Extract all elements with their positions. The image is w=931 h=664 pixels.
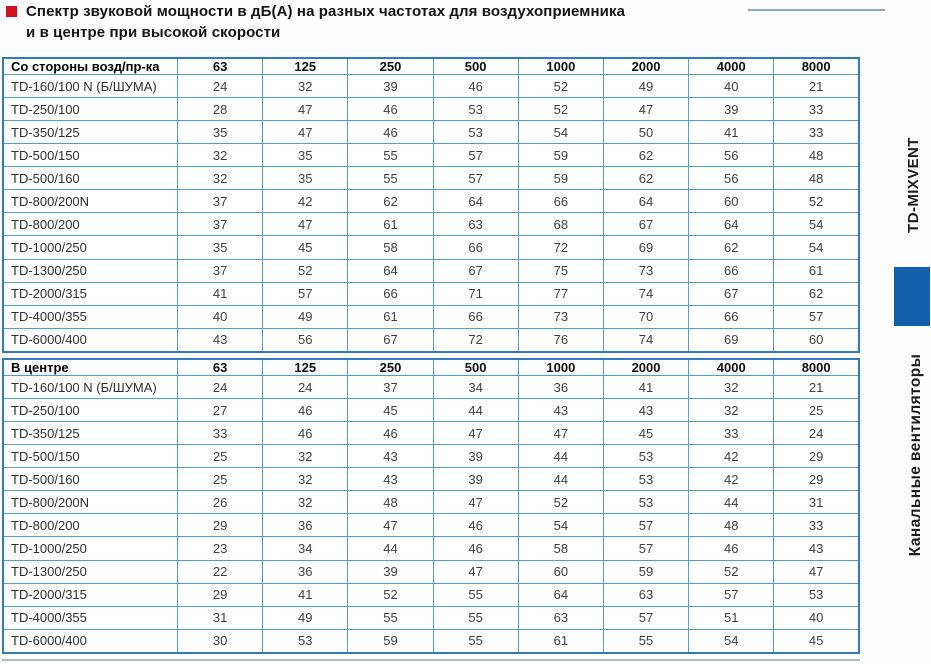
- value-cell: 50: [603, 121, 688, 144]
- value-cell: 63: [518, 606, 603, 629]
- value-cell: 53: [603, 445, 688, 468]
- table-row: [3, 376, 859, 399]
- value-cell: 57: [603, 514, 688, 537]
- value-cell: 35: [178, 121, 263, 144]
- table-row: [3, 629, 859, 653]
- value-cell: 21: [774, 376, 859, 399]
- value-cell: 47: [348, 514, 433, 537]
- value-cell: 39: [348, 75, 433, 98]
- value-cell: 41: [178, 282, 263, 305]
- value-cell: 54: [689, 629, 774, 653]
- value-cell: 54: [518, 121, 603, 144]
- value-cell: 47: [433, 422, 518, 445]
- value-cell: 46: [263, 399, 348, 422]
- value-cell: 71: [433, 282, 518, 305]
- value-cell: 35: [263, 144, 348, 167]
- value-cell: 29: [774, 445, 859, 468]
- table-row: [3, 399, 859, 422]
- value-cell: 24: [178, 75, 263, 98]
- value-cell: 31: [774, 491, 859, 514]
- value-cell: 44: [518, 468, 603, 491]
- row-header-cell: Со стороны возд/пр-ка: [3, 58, 178, 75]
- value-cell: 72: [433, 328, 518, 352]
- table-row: [3, 560, 859, 583]
- frequency-header-cell: 500: [433, 359, 518, 376]
- value-cell: 47: [263, 121, 348, 144]
- value-cell: 41: [603, 376, 688, 399]
- value-cell: 32: [263, 75, 348, 98]
- value-cell: 25: [774, 399, 859, 422]
- value-cell: 47: [433, 491, 518, 514]
- table-row: [3, 259, 859, 282]
- value-cell: 47: [603, 98, 688, 121]
- value-cell: 67: [689, 282, 774, 305]
- value-cell: 59: [518, 144, 603, 167]
- value-cell: 48: [774, 144, 859, 167]
- model-cell: TD-160/100 N (Б/ШУМА): [3, 376, 178, 399]
- value-cell: 53: [433, 121, 518, 144]
- table-row: [3, 190, 859, 213]
- value-cell: 62: [348, 190, 433, 213]
- model-cell: TD-1000/250: [3, 537, 178, 560]
- value-cell: 61: [518, 629, 603, 653]
- model-cell: TD-800/200N: [3, 190, 178, 213]
- value-cell: 32: [689, 376, 774, 399]
- value-cell: 49: [263, 305, 348, 328]
- value-cell: 67: [433, 259, 518, 282]
- value-cell: 49: [263, 606, 348, 629]
- value-cell: 61: [348, 305, 433, 328]
- value-cell: 32: [178, 144, 263, 167]
- value-cell: 64: [689, 213, 774, 236]
- value-cell: 32: [689, 399, 774, 422]
- frequency-header-cell: 250: [348, 58, 433, 75]
- value-cell: 72: [518, 236, 603, 259]
- value-cell: 52: [689, 560, 774, 583]
- table-row: [3, 167, 859, 190]
- page-title-line2: и в центре при высокой скорости: [26, 24, 281, 41]
- value-cell: 64: [603, 190, 688, 213]
- value-cell: 60: [689, 190, 774, 213]
- value-cell: 74: [603, 328, 688, 352]
- value-cell: 24: [263, 376, 348, 399]
- value-cell: 66: [689, 305, 774, 328]
- value-cell: 70: [603, 305, 688, 328]
- value-cell: 57: [603, 537, 688, 560]
- model-cell: TD-800/200: [3, 514, 178, 537]
- table-row: [3, 328, 859, 352]
- value-cell: 28: [178, 98, 263, 121]
- value-cell: 69: [603, 236, 688, 259]
- sidebar-category-label: Канальные вентиляторы: [907, 353, 924, 557]
- model-cell: TD-1000/250: [3, 236, 178, 259]
- value-cell: 55: [348, 606, 433, 629]
- table-row: [3, 491, 859, 514]
- value-cell: 32: [263, 468, 348, 491]
- value-cell: 47: [774, 560, 859, 583]
- value-cell: 74: [603, 282, 688, 305]
- frequency-header-cell: 2000: [603, 58, 688, 75]
- value-cell: 66: [348, 282, 433, 305]
- value-cell: 34: [263, 537, 348, 560]
- frequency-header-cell: 4000: [689, 359, 774, 376]
- value-cell: 34: [433, 376, 518, 399]
- value-cell: 43: [178, 328, 263, 352]
- value-cell: 29: [774, 468, 859, 491]
- value-cell: 53: [263, 629, 348, 653]
- value-cell: 46: [348, 422, 433, 445]
- value-cell: 37: [348, 376, 433, 399]
- value-cell: 46: [433, 537, 518, 560]
- value-cell: 45: [263, 236, 348, 259]
- value-cell: 60: [518, 560, 603, 583]
- value-cell: 29: [178, 514, 263, 537]
- value-cell: 75: [518, 259, 603, 282]
- value-cell: 43: [774, 537, 859, 560]
- value-cell: 57: [603, 606, 688, 629]
- table-row: [3, 282, 859, 305]
- value-cell: 54: [774, 213, 859, 236]
- value-cell: 58: [348, 236, 433, 259]
- table-row: [3, 514, 859, 537]
- spectrum-table-intake-wrap: [2, 57, 860, 353]
- value-cell: 73: [603, 259, 688, 282]
- value-cell: 57: [433, 144, 518, 167]
- value-cell: 41: [689, 121, 774, 144]
- value-cell: 59: [348, 629, 433, 653]
- value-cell: 61: [774, 259, 859, 282]
- table-row: [3, 422, 859, 445]
- spectrum-table-center-wrap: [2, 358, 860, 654]
- value-cell: 76: [518, 328, 603, 352]
- value-cell: 43: [348, 468, 433, 491]
- value-cell: 24: [774, 422, 859, 445]
- value-cell: 45: [348, 399, 433, 422]
- spectrum-table: [2, 358, 860, 654]
- frequency-header-cell: 8000: [774, 359, 859, 376]
- frequency-header-cell: 4000: [689, 58, 774, 75]
- value-cell: 53: [433, 98, 518, 121]
- value-cell: 49: [603, 75, 688, 98]
- value-cell: 62: [689, 236, 774, 259]
- model-cell: TD-500/160: [3, 167, 178, 190]
- model-cell: TD-250/100: [3, 98, 178, 121]
- model-cell: TD-6000/400: [3, 629, 178, 653]
- model-cell: TD-800/200: [3, 213, 178, 236]
- value-cell: 53: [774, 583, 859, 606]
- value-cell: 23: [178, 537, 263, 560]
- model-cell: TD-2000/315: [3, 583, 178, 606]
- value-cell: 25: [178, 445, 263, 468]
- table-row: [3, 445, 859, 468]
- title-bullet-icon: [6, 6, 17, 17]
- value-cell: 66: [433, 305, 518, 328]
- row-header-cell: В центре: [3, 359, 178, 376]
- value-cell: 53: [603, 491, 688, 514]
- model-cell: TD-1300/250: [3, 560, 178, 583]
- value-cell: 40: [689, 75, 774, 98]
- model-cell: TD-500/150: [3, 144, 178, 167]
- model-cell: TD-800/200N: [3, 491, 178, 514]
- table-header-row: [3, 58, 859, 75]
- value-cell: 43: [603, 399, 688, 422]
- frequency-header-cell: 8000: [774, 58, 859, 75]
- value-cell: 36: [263, 560, 348, 583]
- model-cell: TD-350/125: [3, 422, 178, 445]
- value-cell: 43: [348, 445, 433, 468]
- value-cell: 31: [178, 606, 263, 629]
- page-title: [26, 1, 625, 43]
- value-cell: 67: [348, 328, 433, 352]
- value-cell: 55: [348, 144, 433, 167]
- value-cell: 47: [433, 560, 518, 583]
- value-cell: 30: [178, 629, 263, 653]
- value-cell: 33: [689, 422, 774, 445]
- model-cell: TD-2000/315: [3, 282, 178, 305]
- value-cell: 39: [348, 560, 433, 583]
- value-cell: 62: [603, 167, 688, 190]
- value-cell: 29: [178, 583, 263, 606]
- value-cell: 57: [774, 305, 859, 328]
- value-cell: 44: [433, 399, 518, 422]
- frequency-header-cell: 250: [348, 359, 433, 376]
- page-title-line1: Спектр звуковой мощности в дБ(А) на разных частотах для воздухоприемника: [26, 3, 626, 20]
- value-cell: 58: [518, 537, 603, 560]
- table-row: [3, 305, 859, 328]
- table-row: [3, 213, 859, 236]
- model-cell: TD-160/100 N (Б/ШУМА): [3, 75, 178, 98]
- table-row: [3, 98, 859, 121]
- value-cell: 35: [178, 236, 263, 259]
- sidebar-series-label: TD-MIXVENT: [905, 137, 922, 233]
- value-cell: 68: [518, 213, 603, 236]
- value-cell: 37: [178, 213, 263, 236]
- value-cell: 59: [603, 560, 688, 583]
- value-cell: 59: [518, 167, 603, 190]
- value-cell: 33: [774, 514, 859, 537]
- model-cell: TD-1300/250: [3, 259, 178, 282]
- value-cell: 73: [518, 305, 603, 328]
- table-row: [3, 121, 859, 144]
- table-row: [3, 75, 859, 98]
- value-cell: 52: [348, 583, 433, 606]
- value-cell: 25: [178, 468, 263, 491]
- value-cell: 47: [263, 98, 348, 121]
- value-cell: 53: [603, 468, 688, 491]
- frequency-header-cell: 63: [178, 58, 263, 75]
- value-cell: 32: [263, 491, 348, 514]
- table-row: [3, 468, 859, 491]
- value-cell: 56: [689, 144, 774, 167]
- value-cell: 42: [689, 445, 774, 468]
- value-cell: 24: [178, 376, 263, 399]
- model-cell: TD-4000/355: [3, 606, 178, 629]
- value-cell: 48: [348, 491, 433, 514]
- value-cell: 52: [518, 98, 603, 121]
- value-cell: 46: [348, 121, 433, 144]
- value-cell: 44: [348, 537, 433, 560]
- table-row: [3, 236, 859, 259]
- value-cell: 42: [263, 190, 348, 213]
- model-cell: TD-500/160: [3, 468, 178, 491]
- value-cell: 48: [774, 167, 859, 190]
- value-cell: 52: [518, 75, 603, 98]
- value-cell: 32: [178, 167, 263, 190]
- value-cell: 51: [689, 606, 774, 629]
- value-cell: 33: [178, 422, 263, 445]
- value-cell: 44: [689, 491, 774, 514]
- value-cell: 54: [774, 236, 859, 259]
- value-cell: 36: [518, 376, 603, 399]
- value-cell: 52: [518, 491, 603, 514]
- value-cell: 62: [603, 144, 688, 167]
- value-cell: 46: [348, 98, 433, 121]
- value-cell: 64: [433, 190, 518, 213]
- value-cell: 55: [433, 606, 518, 629]
- value-cell: 39: [433, 445, 518, 468]
- value-cell: 55: [433, 629, 518, 653]
- value-cell: 63: [603, 583, 688, 606]
- value-cell: 40: [178, 305, 263, 328]
- value-cell: 35: [263, 167, 348, 190]
- value-cell: 37: [178, 190, 263, 213]
- value-cell: 66: [518, 190, 603, 213]
- table-row: [3, 583, 859, 606]
- value-cell: 60: [774, 328, 859, 352]
- value-cell: 41: [263, 583, 348, 606]
- table-row: [3, 606, 859, 629]
- series-accent-block: [894, 267, 930, 326]
- value-cell: 33: [774, 121, 859, 144]
- value-cell: 55: [348, 167, 433, 190]
- value-cell: 48: [689, 514, 774, 537]
- value-cell: 46: [433, 75, 518, 98]
- value-cell: 66: [433, 236, 518, 259]
- value-cell: 47: [263, 213, 348, 236]
- value-cell: 66: [689, 259, 774, 282]
- value-cell: 47: [518, 422, 603, 445]
- value-cell: 46: [433, 514, 518, 537]
- value-cell: 26: [178, 491, 263, 514]
- model-cell: TD-350/125: [3, 121, 178, 144]
- value-cell: 64: [518, 583, 603, 606]
- value-cell: 54: [518, 514, 603, 537]
- model-cell: TD-250/100: [3, 399, 178, 422]
- value-cell: 69: [689, 328, 774, 352]
- value-cell: 21: [774, 75, 859, 98]
- value-cell: 36: [263, 514, 348, 537]
- value-cell: 27: [178, 399, 263, 422]
- value-cell: 62: [774, 282, 859, 305]
- model-cell: TD-500/150: [3, 445, 178, 468]
- value-cell: 77: [518, 282, 603, 305]
- value-cell: 67: [603, 213, 688, 236]
- value-cell: 56: [689, 167, 774, 190]
- frequency-header-cell: 500: [433, 58, 518, 75]
- value-cell: 57: [689, 583, 774, 606]
- table-header-row: [3, 359, 859, 376]
- frequency-header-cell: 125: [263, 359, 348, 376]
- bottom-rule: [2, 659, 860, 661]
- value-cell: 55: [603, 629, 688, 653]
- value-cell: 55: [433, 583, 518, 606]
- model-cell: TD-4000/355: [3, 305, 178, 328]
- title-rule: [748, 9, 885, 11]
- value-cell: 63: [433, 213, 518, 236]
- value-cell: 22: [178, 560, 263, 583]
- value-cell: 46: [689, 537, 774, 560]
- value-cell: 39: [433, 468, 518, 491]
- value-cell: 56: [263, 328, 348, 352]
- value-cell: 33: [774, 98, 859, 121]
- table-row: [3, 537, 859, 560]
- value-cell: 46: [263, 422, 348, 445]
- value-cell: 45: [774, 629, 859, 653]
- value-cell: 52: [774, 190, 859, 213]
- table-row: [3, 144, 859, 167]
- value-cell: 43: [518, 399, 603, 422]
- value-cell: 57: [433, 167, 518, 190]
- frequency-header-cell: 1000: [518, 58, 603, 75]
- value-cell: 32: [263, 445, 348, 468]
- value-cell: 44: [518, 445, 603, 468]
- value-cell: 39: [689, 98, 774, 121]
- value-cell: 42: [689, 468, 774, 491]
- frequency-header-cell: 2000: [603, 359, 688, 376]
- spectrum-table: [2, 57, 860, 353]
- value-cell: 40: [774, 606, 859, 629]
- value-cell: 57: [263, 282, 348, 305]
- value-cell: 61: [348, 213, 433, 236]
- frequency-header-cell: 1000: [518, 359, 603, 376]
- model-cell: TD-6000/400: [3, 328, 178, 352]
- value-cell: 52: [263, 259, 348, 282]
- value-cell: 45: [603, 422, 688, 445]
- value-cell: 37: [178, 259, 263, 282]
- frequency-header-cell: 125: [263, 58, 348, 75]
- value-cell: 64: [348, 259, 433, 282]
- frequency-header-cell: 63: [178, 359, 263, 376]
